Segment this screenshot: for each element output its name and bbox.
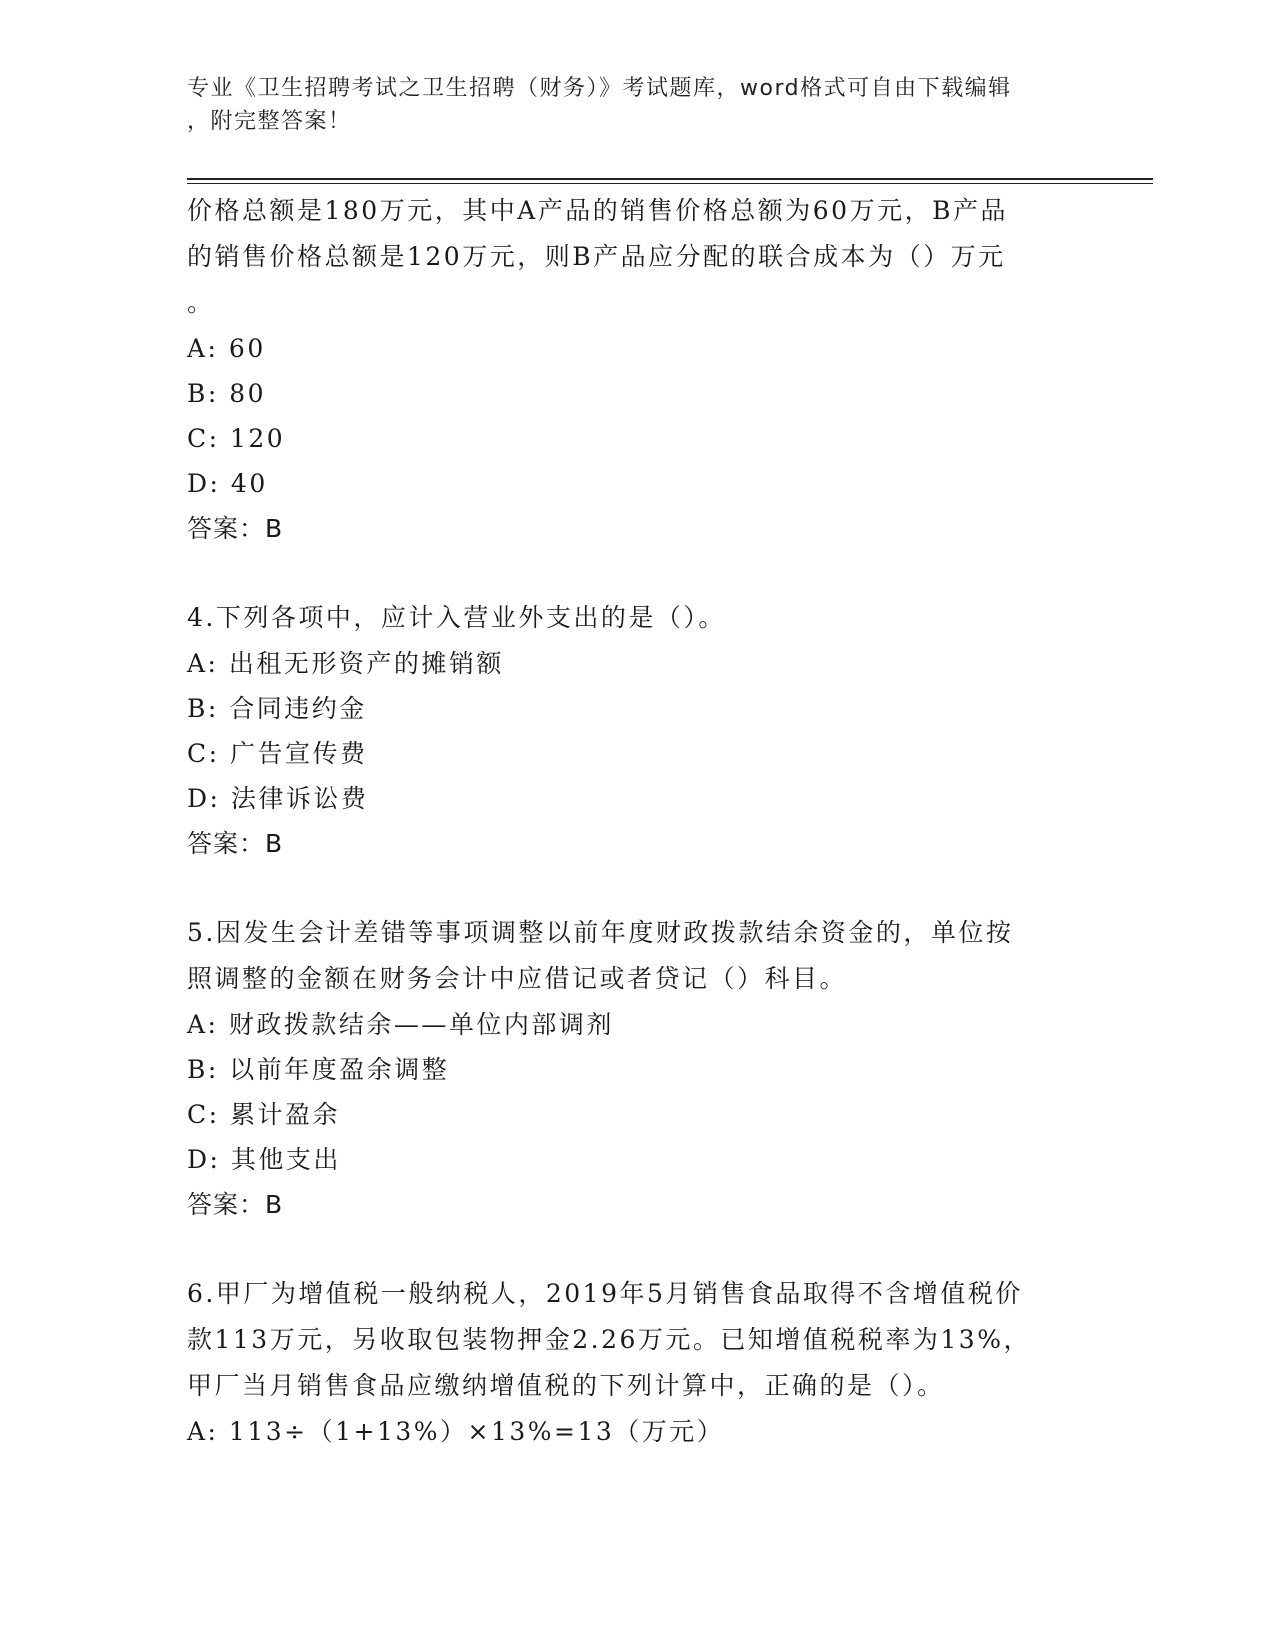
option-d: D: 法律诉讼费 [187,784,369,813]
answer-text: 答案：B [187,1190,284,1219]
question-list [187,188,1067,1454]
question-5 [187,910,1067,1227]
question-text-line: 4.下列各项中，应计入营业外支出的是（）。 [187,603,726,632]
option-a: A: 113÷（1+13%）×13%=13（万元） [187,1417,725,1446]
document-header [187,72,1067,138]
question-3 [187,188,1067,551]
question-text-line: 价格总额是180万元，其中A产品的销售价格总额为60万元，B产品 [187,196,1008,225]
question-text-line: 款113万元，另收取包装物押金2.26万元。已知增值税税率为13%， [187,1325,1031,1354]
question-text-line: 5.因发生会计差错等事项调整以前年度财政拨款结余资金的，单位按 [187,918,1014,947]
option-c: C: 累计盈余 [187,1100,340,1129]
answer-text: 答案：B [187,514,284,543]
option-b: B: 80 [187,379,267,408]
question-text-line: 6.甲厂为增值税一般纳税人，2019年5月销售食品取得不含增值税价 [187,1279,1023,1308]
option-d: D: 40 [187,469,268,498]
option-a: A: 出租无形资产的摊销额 [187,649,504,678]
option-b: B: 合同违约金 [187,694,367,723]
option-c: C: 广告宣传费 [187,739,368,768]
header-divider-thick [187,178,1153,180]
question-text-line: 的销售价格总额是120万元，则B产品应分配的联合成本为（）万元 [187,242,1006,271]
option-a: A: 财政拨款结余——单位内部调剂 [187,1010,614,1039]
header-line-1: 专业《卫生招聘考试之卫生招聘（财务）》考试题库，word格式可自由下载编辑 [187,76,1012,101]
option-c: C: 120 [187,424,286,453]
option-d: D: 其他支出 [187,1145,341,1174]
header-line-2: ，附完整答案！ [187,109,352,134]
answer-text: 答案：B [187,829,284,858]
option-a: A: 60 [187,334,266,363]
question-text-line: 。 [187,288,215,317]
question-6 [187,1271,1067,1454]
header-divider-thin [187,183,1153,184]
question-text-line: 照调整的金额在财务会计中应借记或者贷记（）科目。 [187,964,848,993]
question-text-line: 甲厂当月销售食品应缴纳增值税的下列计算中，正确的是（）。 [187,1371,945,1400]
question-4 [187,595,1067,866]
option-b: B: 以前年度盈余调整 [187,1055,450,1084]
